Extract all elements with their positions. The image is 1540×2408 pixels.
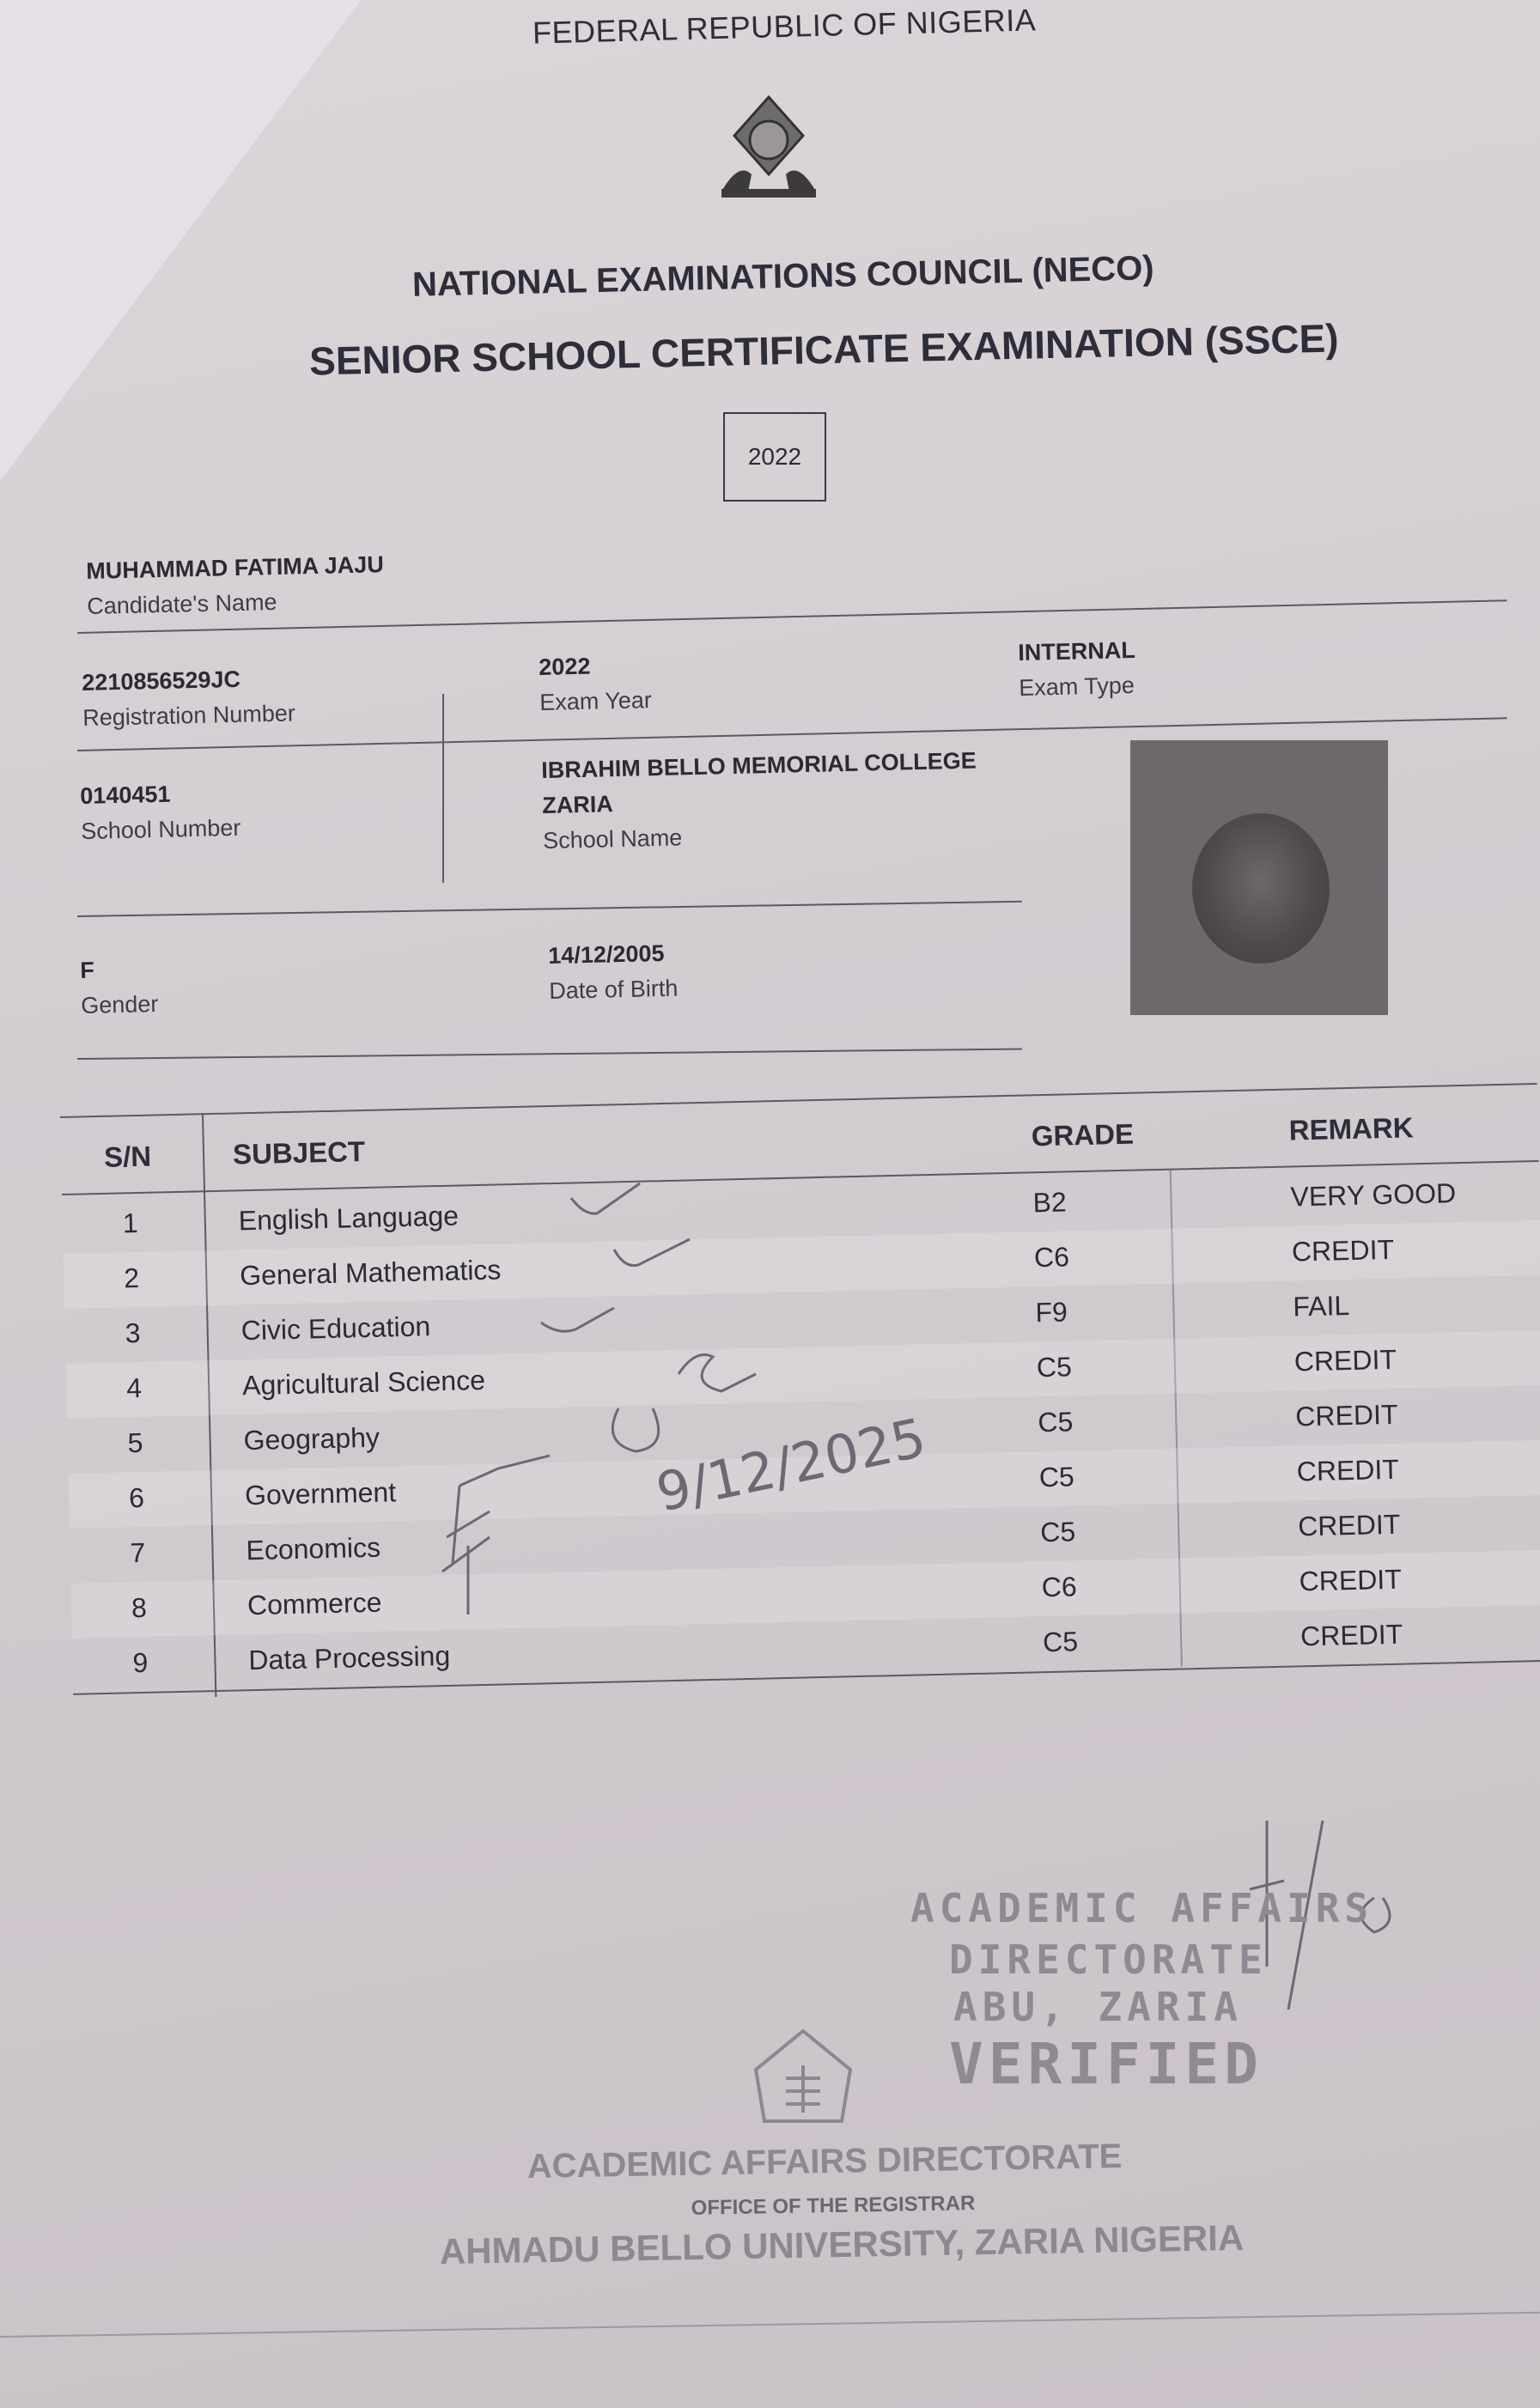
gender: F bbox=[80, 957, 95, 983]
cell-sn: 8 bbox=[131, 1591, 148, 1624]
exam-type-label: Exam Type bbox=[1018, 672, 1135, 701]
cell-remark: CREDIT bbox=[1291, 1233, 1395, 1268]
cell-grade: F9 bbox=[1035, 1296, 1068, 1329]
exam-type: INTERNAL bbox=[1018, 636, 1136, 666]
cell-remark: CREDIT bbox=[1299, 1563, 1403, 1597]
cell-sn: 4 bbox=[125, 1371, 143, 1404]
stamp-line3: ABU, ZARIA bbox=[953, 1984, 1243, 2030]
candidate-name: MUHAMMAD FATIMA JAJU bbox=[86, 551, 385, 584]
cell-sn: 9 bbox=[132, 1646, 149, 1679]
cell-subject: Agricultural Science bbox=[241, 1364, 486, 1402]
date-of-birth: 14/12/2005 bbox=[548, 939, 665, 969]
university-crest-icon bbox=[747, 2027, 859, 2130]
cell-sn: 7 bbox=[130, 1536, 146, 1569]
stamp-line2: DIRECTORATE bbox=[949, 1937, 1268, 1983]
council-heading: NATIONAL EXAMINATIONS COUNCIL (NECO) bbox=[411, 249, 1155, 304]
cell-subject: Economics bbox=[246, 1531, 381, 1566]
cell-remark: CREDIT bbox=[1297, 1508, 1401, 1542]
handwritten-date: 9/12/2025 bbox=[650, 1406, 932, 1524]
registration-number-label: Registration Number bbox=[82, 700, 296, 731]
stamp-verified: VERIFIED bbox=[949, 2031, 1263, 2097]
column-header-subject: SUBJECT bbox=[232, 1134, 366, 1171]
cell-subject: Government bbox=[244, 1476, 397, 1511]
cell-subject: Geography bbox=[243, 1421, 380, 1456]
school-name-line2: ZARIA bbox=[541, 791, 614, 818]
cell-subject: Civic Education bbox=[240, 1310, 431, 1347]
column-header-remark: REMARK bbox=[1288, 1111, 1414, 1146]
cell-grade: C5 bbox=[1039, 1516, 1076, 1548]
school-name-line1: IBRAHIM BELLO MEMORIAL COLLEGE bbox=[541, 747, 977, 783]
school-name-label: School Name bbox=[542, 824, 683, 854]
cell-sn: 2 bbox=[123, 1262, 140, 1294]
cell-sn: 3 bbox=[125, 1316, 141, 1349]
country-heading: FEDERAL REPUBLIC OF NIGERIA bbox=[532, 2, 1037, 51]
cell-grade: C5 bbox=[1037, 1406, 1074, 1438]
cell-sn: 1 bbox=[122, 1207, 139, 1239]
cell-remark: CREDIT bbox=[1293, 1343, 1397, 1377]
cell-subject: Data Processing bbox=[248, 1639, 451, 1676]
cell-remark: CREDIT bbox=[1294, 1398, 1398, 1432]
exam-year-box: 2022 bbox=[723, 412, 826, 502]
footer-university: AHMADU BELLO UNIVERSITY, ZARIA NIGERIA bbox=[439, 2216, 1245, 2272]
exam-heading: SENIOR SCHOOL CERTIFICATE EXAMINATION (SSCE) bbox=[308, 315, 1340, 384]
gender-label: Gender bbox=[80, 990, 159, 1019]
cell-sn: 6 bbox=[128, 1481, 145, 1514]
cell-grade: B2 bbox=[1032, 1186, 1068, 1219]
cell-subject: English Language bbox=[238, 1200, 460, 1237]
cell-grade: C5 bbox=[1042, 1626, 1079, 1658]
stamp-line1: ACADEMIC AFFAIRS bbox=[910, 1885, 1374, 1931]
exam-year: 2022 bbox=[539, 653, 591, 680]
exam-year-label: Exam Year bbox=[539, 687, 653, 715]
candidate-name-label: Candidate's Name bbox=[86, 588, 277, 619]
footer-directorate: ACADEMIC AFFAIRS DIRECTORATE bbox=[527, 2137, 1123, 2186]
column-header-grade: GRADE bbox=[1031, 1117, 1135, 1152]
cell-grade: C6 bbox=[1041, 1571, 1078, 1603]
cell-subject: General Mathematics bbox=[239, 1254, 502, 1292]
cell-remark: CREDIT bbox=[1296, 1453, 1400, 1487]
school-number-label: School Number bbox=[80, 814, 241, 844]
column-header-sn: S/N bbox=[103, 1140, 152, 1173]
footer-office: OFFICE OF THE REGISTRAR bbox=[691, 2192, 976, 2220]
cell-grade: C5 bbox=[1036, 1351, 1073, 1383]
cell-grade: C6 bbox=[1033, 1241, 1070, 1274]
cell-grade: C5 bbox=[1038, 1461, 1075, 1493]
cell-remark: FAIL bbox=[1292, 1290, 1350, 1323]
cell-sn: 5 bbox=[127, 1426, 143, 1459]
cell-remark: VERY GOOD bbox=[1290, 1177, 1457, 1213]
cell-subject: Commerce bbox=[247, 1586, 382, 1621]
registration-number: 2210856529JC bbox=[82, 666, 241, 696]
date-of-birth-label: Date of Birth bbox=[548, 975, 679, 1004]
school-number: 0140451 bbox=[80, 781, 171, 809]
cell-remark: CREDIT bbox=[1300, 1618, 1403, 1652]
